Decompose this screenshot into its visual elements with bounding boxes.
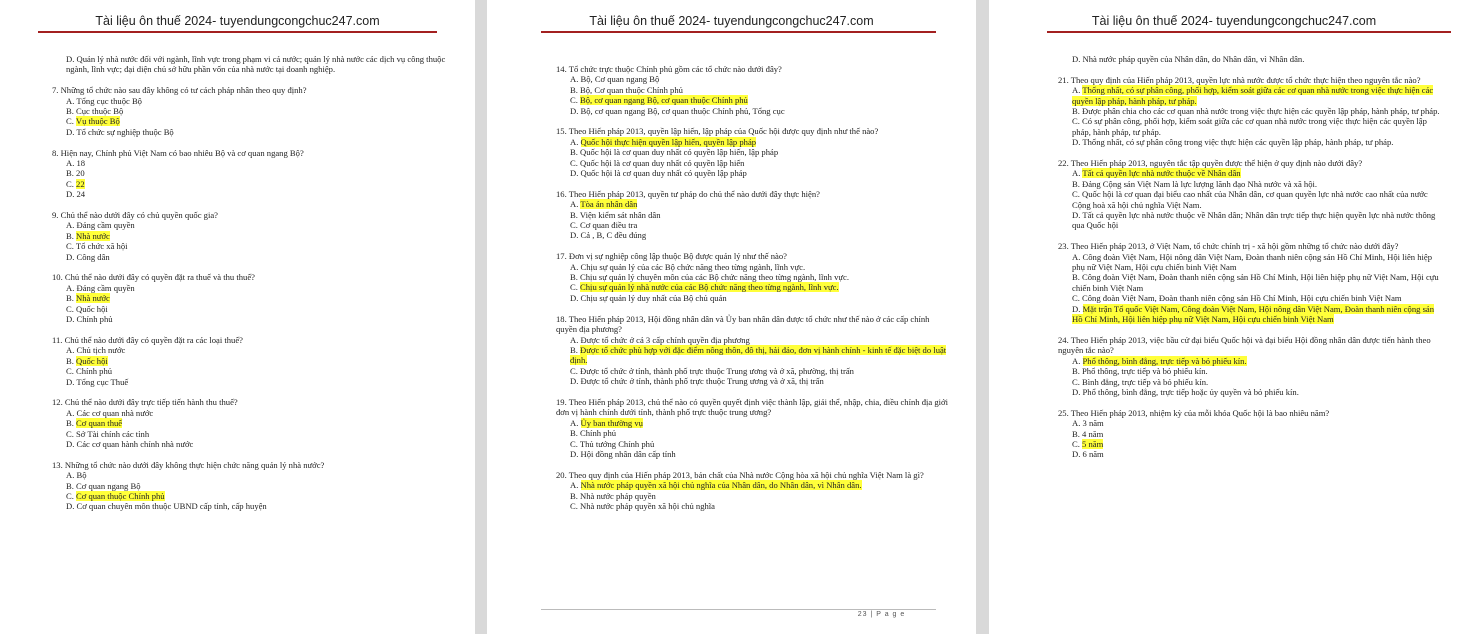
highlighted-answer: Cơ quan thuộc Chính phủ [76,490,165,501]
answer-option [556,480,951,490]
spacer [556,459,951,469]
answer-option [556,210,951,220]
answer-option [1058,356,1443,366]
option-text: B. [66,418,77,429]
option-text: C. [570,282,581,293]
question-block [556,314,951,387]
document-page-1 [0,0,475,634]
page-content [1058,54,1443,460]
highlighted-answer: 22 [76,178,85,189]
answer-option [52,241,448,251]
spacer [52,325,448,335]
answer-option [556,428,951,438]
answer-option [1058,429,1443,439]
page-number: 23 | P a g e [857,611,906,618]
option-text: B. Bộ, Cơ quan thuộc Chính phủ [570,84,683,95]
option-text: A. [1072,85,1083,96]
answer-option [52,231,448,241]
answer-option [52,54,448,75]
highlighted-answer: Tòa án nhân dân [580,199,638,210]
option-text: D. Tổng cục Thuế [66,376,129,387]
question-text: 16. Theo Hiến pháp 2013, quyền tư pháp do chủ thể nào dưới đây thực hiện? [556,188,820,199]
answer-option [1058,168,1443,178]
answer-option [556,366,951,376]
answer-option [52,220,448,230]
question-text: 25. Theo Hiến pháp 2013, nhiệm kỳ của mỗi khóa Quốc hội là bao nhiêu năm? [1058,407,1330,418]
answer-option [556,376,951,386]
answer-option [556,439,951,449]
question-block [52,54,448,75]
highlighted-answer: Bộ, cơ quan ngang Bộ, cơ quan thuộc Chính phủ [580,95,748,106]
option-text: C. Chính phủ [66,366,113,377]
option-text: D. Chính phủ [66,314,113,325]
option-text: C. Quốc hội là cơ quan đại biểu cao nhất của Nhân dân, cơ quan quyền lực nhà nước cao nhất của nước Cộng hoà xã hội chủ nghĩa Việt Nam. [1072,189,1428,210]
option-text: D. Cả , B, C đều đúng [570,230,647,241]
answer-option [1058,210,1443,231]
answer-option [52,418,448,428]
question-text: 11. Chủ thể nào dưới đây có quyền đặt ra các loại thuế? [52,334,243,345]
answer-option [556,106,951,116]
answer-option [52,96,448,106]
highlighted-answer: 5 năm [1082,438,1104,449]
option-text: D. Chịu sự quản lý duy nhất của Bộ chủ quản [570,292,727,303]
highlighted-answer: Chịu sự quản lý nhà nước của các Bộ chức năng theo từng ngành, lĩnh vực. [580,282,839,293]
spacer [1058,325,1443,335]
option-text: C. Tổ chức xã hội [66,241,128,252]
option-text: A. [570,136,581,147]
question-text: 20. Theo quy định của Hiến pháp 2013, bản chất của Nhà nước Cộng hòa xã hội chủ nghĩa Việt Nam là gì? [556,469,924,480]
question-block [52,210,448,262]
question-text: 19. Theo Hiến pháp 2013, chủ thể nào có quyền quyết định việc thành lập, giải thể, nhập, chia, điều chỉnh địa giới đơn vị hành chính dưới tỉnh, thành phố trực thuộc trung ương? [556,396,948,418]
option-text: B. Cơ quan ngang Bộ [66,480,141,491]
spacer [52,449,448,459]
option-text: C. Bình đẳng, trực tiếp và bỏ phiếu kín. [1072,376,1209,387]
question-text: 9. Chủ thể nào dưới đây có chủ quyền quốc gia? [52,210,218,221]
option-text: A. [1072,355,1083,366]
spacer [556,303,951,313]
option-text: C. Được tổ chức ở tỉnh, thành phố trực thuộc Trung ương và ở xã, phường, thị trấn [570,365,854,376]
answer-option [52,481,448,491]
option-text: A. Các cơ quan nhà nước [66,407,154,418]
option-text: D. Được tổ chức ở tỉnh, thành phố trực thuộc Trung ương và ở xã, thị trấn [570,376,824,387]
question-text: 17. Đơn vị sự nghiệp công lập thuộc Bộ được quản lý như thế nào? [556,251,787,262]
spacer [556,241,951,251]
option-text: D. Hội đồng nhân dân cấp tỉnh [570,448,676,459]
option-text: D. Cơ quan chuyên môn thuộc UBND cấp tỉnh, cấp huyện [66,501,267,512]
option-text: A. Đảng cầm quyền [66,282,135,293]
spacer [52,137,448,147]
question-text: 14. Tổ chức trực thuộc Chính phủ gồm các tổ chức nào dưới đây? [556,64,782,74]
spacer [1058,397,1443,407]
answer-option [1058,304,1443,325]
question-block [556,64,951,116]
option-text: A. Công đoàn Việt Nam, Hội nông dân Việt Nam, Đoàn thanh niên cộng sản Hồ Chí Minh, Hội liên hiệp phụ nữ Việt Nam, Hội cựu chiến binh Việt Nam [1072,251,1433,273]
option-text: C. Công đoàn Việt Nam, Đoàn thanh niên cộng sản Hồ Chí Minh, Hội cựu chiến binh Việt Nam [1072,293,1402,304]
answer-option [52,106,448,116]
option-text: B. [570,344,581,355]
answer-option [1058,272,1443,293]
option-text: B. Viện kiểm sát nhân dân [570,209,661,220]
question-block [556,189,951,241]
option-text: D. Các cơ quan hành chính nhà nước [66,438,194,449]
answer-option [52,408,448,418]
option-text: A. 3 năm [1072,418,1104,429]
document-page-3 [989,0,1479,634]
answer-option [556,168,951,178]
answer-option [556,293,951,303]
option-text: A. [1072,168,1083,179]
option-text: B. Công đoàn Việt Nam, Đoàn thanh niên cộng sản Hồ Chí Minh, Hội liên hiệp phụ nữ Việt Nam, Hội cựu chiến binh Việt Nam [1072,272,1439,293]
option-text: B. Đảng Cộng sản Việt Nam là lực lượng lãnh đạo Nhà nước và xã hội. [1072,178,1318,189]
option-text: B. Chính phủ [570,428,617,439]
option-text: C. Nhà nước pháp quyền xã hội chủ nghĩa [570,500,715,511]
option-text: A. Đảng cầm quyền [66,220,135,231]
option-text: D. Nhà nước pháp quyền của Nhân dân, do Nhân dân, vì Nhân dân. [1072,54,1305,64]
answer-option [556,449,951,459]
option-text: D. 24 [66,189,86,200]
answer-option [1058,439,1443,449]
option-text: C. Sở Tài chính các tỉnh [66,428,150,439]
spacer [52,387,448,397]
question-text: 15. Theo Hiến pháp 2013, quyền lập hiến, lập pháp của Quốc hội được quy định như thế nào? [556,126,879,137]
answer-option [52,491,448,501]
answer-option [52,470,448,480]
answer-option [52,304,448,314]
option-text: A. 18 [66,158,86,169]
page-content [556,64,951,511]
answer-option [556,85,951,95]
option-text: D. Bộ, cơ quan ngang Bộ, cơ quan thuộc Chính phủ, Tổng cục [570,105,785,116]
spacer [52,75,448,85]
option-text: B. Phổ thông, trực tiếp và bỏ phiếu kín. [1072,366,1208,377]
answer-option [1058,418,1443,428]
answer-option [556,199,951,209]
option-text: C. Có sự phân công, phối hợp, kiểm soát giữa các cơ quan nhà nước trong việc thực hiện các quyền lập pháp, hành pháp, tư pháp. [1072,116,1427,137]
answer-option [52,293,448,303]
question-block [52,148,448,200]
option-text: D. Quốc hội là cơ quan duy nhất có quyền lập pháp [570,168,747,179]
question-text: 21. Theo quy định của Hiến pháp 2013, quyền lực nhà nước được tổ chức thực hiện theo nguyên tắc nào? [1058,74,1421,85]
answer-option [556,335,951,345]
spacer [556,178,951,188]
answer-option [52,429,448,439]
option-text: C. [66,116,76,127]
option-text: A. [570,480,581,491]
highlighted-answer: Nhà nước [76,293,110,304]
answer-option [52,356,448,366]
option-text: B. Quốc hội là cơ quan duy nhất có quyền lập hiến, lập pháp [570,147,779,158]
option-text: B. 20 [66,168,85,179]
answer-option [52,252,448,262]
answer-option [556,501,951,511]
option-text: A. [570,417,581,428]
option-text: D. Quản lý nhà nước đối với ngành, lĩnh vực trong phạm vi cả nước; quản lý nhà nước các dịch vụ công thuộc ngành, lĩnh vực; đại diện chủ sở hữu phần vốn của nhà nước tại doanh nghiệp. [66,54,446,75]
question-block [52,335,448,387]
answer-option [52,158,448,168]
question-block [556,397,951,459]
question-block [52,85,448,137]
answer-option [556,491,951,501]
answer-option [1058,293,1443,303]
answer-option [556,137,951,147]
answer-option [1058,85,1443,106]
spacer [1058,231,1443,241]
answer-option [556,282,951,292]
answer-option [52,189,448,199]
spacer [1058,148,1443,158]
spacer [1058,64,1443,74]
option-text: C. Quốc hội [66,303,108,314]
answer-option [556,345,951,366]
highlighted-answer: Vụ thuộc Bộ [75,116,120,127]
highlighted-answer: Nhà nước pháp quyền xã hội chủ nghĩa của Nhân dân, do Nhân dân, vì Nhân dân. [580,480,862,491]
answer-option [556,220,951,230]
option-text: C. [1072,438,1083,449]
answer-option [52,439,448,449]
answer-option [556,95,951,105]
spacer [52,200,448,210]
highlighted-answer: Ủy ban thường vụ [580,417,643,428]
answer-option [52,314,448,324]
highlighted-answer: Nhà nước [76,230,110,241]
option-text: D. Tổ chức sự nghiệp thuộc Bộ [66,126,174,137]
option-text: C. [66,178,77,189]
option-text: D. Thống nhất, có sự phân công trong việc thực hiện các quyền lập pháp, hành pháp, tư pháp. [1072,137,1394,148]
option-text: A. [570,199,581,210]
answer-option [1058,366,1443,376]
question-text: 8. Hiện nay, Chính phủ Việt Nam có bao nhiêu Bộ và cơ quan ngang Bộ? [52,147,304,158]
answer-option [1058,449,1443,459]
question-block [52,272,448,324]
spacer [556,387,951,397]
highlighted-answer: Quốc hội thực hiện quyền lập hiến, quyền lập pháp [580,136,757,147]
option-text: B. [66,355,77,366]
question-block [52,397,448,449]
option-text: A. Bộ [66,470,87,481]
question-text: 18. Theo Hiến pháp 2013, Hội đồng nhân dân và Ủy ban nhân dân được tổ chức như thế nào ở các cấp chính quyền địa phương? [556,313,930,335]
question-block [1058,241,1443,324]
option-text: B. [66,230,77,241]
highlighted-answer: Mặt trận Tổ quốc Việt Nam, Công đoàn Việt Nam, Hội nông dân Việt Nam, Đoàn thanh niên cộng sản Hồ Chí Minh, Hội liên hiệp phụ nữ Việt Nam, Hội cựu chiến binh Việt Nam [1072,303,1435,325]
page-header-title: Tài liệu ôn thuế 2024- tuyendungcongchuc247.com [1091,14,1377,28]
highlighted-answer: Cơ quan thuế [76,418,123,429]
answer-option [556,230,951,240]
option-text: A. Bộ, Cơ quan ngang Bộ [570,74,660,85]
option-text: C. Quốc hội là cơ quan duy nhất có quyền lập hiến [570,157,745,168]
question-block [1058,75,1443,148]
highlighted-answer: Thống nhất, có sự phân công, phối hợp, kiểm soát giữa các cơ quan nhà nước trong việc thực hiện các quyền lập pháp, hành pháp, tư pháp. [1072,85,1434,106]
option-text: B. Cục thuộc Bộ [66,106,124,117]
option-text: C. Thủ tướng Chính phủ [570,438,655,449]
answer-option [556,418,951,428]
answer-option [1058,189,1443,210]
question-text: 7. Những tổ chức nào sau đây không có tư cách pháp nhân theo quy định? [52,85,307,96]
question-text: 10. Chủ thể nào dưới đây có quyền đặt ra thuế và thu thuế? [52,272,255,283]
question-block [1058,335,1443,397]
option-text: D. [1072,303,1083,314]
spacer [556,116,951,126]
header-rule [1047,31,1451,33]
answer-option [52,283,448,293]
option-text: B. [66,293,77,304]
option-text: D. Công dân [66,251,110,262]
option-text: D. Phổ thông, bình đẳng, trực tiếp hoặc ủy quyền và bỏ phiếu kín. [1072,386,1299,397]
answer-option [556,272,951,282]
question-text: 12. Chủ thể nào dưới đây trực tiếp tiến hành thu thuế? [52,397,238,408]
option-text: B. Nhà nước pháp quyền [570,490,656,501]
option-text: C. [66,490,77,501]
answer-option [1058,137,1443,147]
question-block [1058,158,1443,231]
answer-option [1058,54,1443,64]
answer-option [1058,377,1443,387]
answer-option [52,345,448,355]
question-block [1058,54,1443,64]
highlighted-answer: Phổ thông, bình đẳng, trực tiếp và bỏ phiếu kín. [1082,355,1247,366]
question-text: 23. Theo Hiến pháp 2013, ở Việt Nam, tổ chức chính trị - xã hội gồm những tổ chức nào dưới đây? [1058,241,1399,252]
option-text: D. Tất cả quyền lực nhà nước thuộc về Nhân dân; Nhân dân trực tiếp thực hiện quyền lực nhà nước thông qua Quốc hội [1072,210,1436,231]
answer-option [1058,106,1443,116]
answer-option [556,158,951,168]
footer-rule [541,609,936,610]
answer-option [52,168,448,178]
question-text: 13. Những tổ chức nào dưới đây không thực hiện chức năng quản lý nhà nước? [52,459,325,470]
answer-option [52,127,448,137]
option-text: D. 6 năm [1072,449,1104,460]
answer-option [1058,387,1443,397]
answer-option [1058,252,1443,273]
page-header-title: Tài liệu ôn thuế 2024- tuyendungcongchuc247.com [95,14,380,28]
question-block [556,251,951,303]
option-text: A. Được tổ chức ở cả 3 cấp chính quyền địa phương [570,334,750,345]
option-text: B. 4 năm [1072,428,1104,439]
answer-option [556,74,951,84]
question-text: 24. Theo Hiến pháp 2013, việc bầu cử đại biểu Quốc hội và đại biểu Hội đồng nhân dân được tiến hành theo nguyên tắc nào? [1058,334,1431,356]
option-text: A. Chịu sự quản lý của các Bộ chức năng theo từng ngành, lĩnh vực. [570,261,806,272]
page-content [52,54,448,512]
highlighted-answer: Được tổ chức phù hợp với đặc điểm nông thôn, đô thị, hải đảo, đơn vị hành chính - kinh tế đặc biệt do luật định. [570,344,947,366]
answer-option [1058,179,1443,189]
document-page-2 [487,0,976,634]
spacer [52,262,448,272]
answer-option [556,147,951,157]
answer-option [556,262,951,272]
header-rule [541,31,936,33]
question-block [1058,408,1443,460]
answer-option [52,116,448,126]
question-text: 22. Theo Hiến pháp 2013, nguyên tắc tập quyền được thể hiện ở quy định nào dưới đây? [1058,158,1363,169]
option-text: B. Chịu sự quản lý chuyên môn của các Bộ chức năng theo từng ngành, lĩnh vực. [570,272,850,283]
highlighted-answer: Quốc hội [76,355,108,366]
answer-option [52,366,448,376]
page-header-title: Tài liệu ôn thuế 2024- tuyendungcongchuc247.com [589,14,874,28]
answer-option [52,179,448,189]
question-block [556,470,951,512]
option-text: A. Tổng cục thuộc Bộ [66,95,142,106]
option-text: C. [570,95,581,106]
answer-option [1058,116,1443,137]
answer-option [52,377,448,387]
question-block [52,460,448,512]
question-block [556,126,951,178]
option-text: C. Cơ quan điều tra [570,220,638,231]
header-rule [38,31,437,33]
highlighted-answer: Tất cả quyền lực nhà nước thuộc về Nhân dân [1082,168,1241,179]
answer-option [52,501,448,511]
option-text: B. Được phân chia cho các cơ quan nhà nước trong việc thực hiện các quyền lập pháp, hành pháp, tư pháp. [1072,106,1440,117]
option-text: A. Chủ tịch nước [66,345,126,356]
